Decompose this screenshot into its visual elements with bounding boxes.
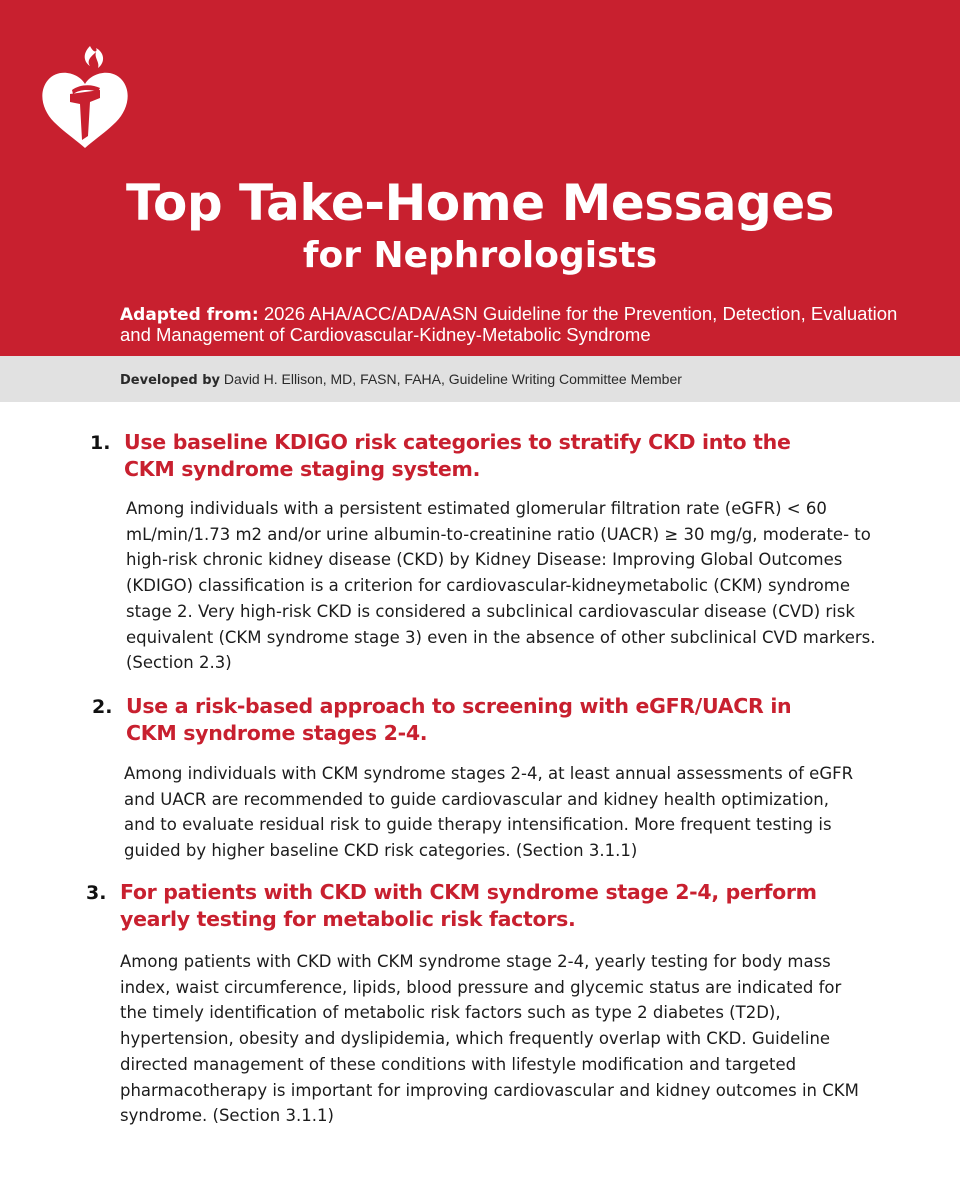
adapted-from-text: 2026 AHA/ACC/ADA/ASN Guideline for the Prevention, Detection, Evaluation and Management of Cardiovascular-Kidney-Metabolic Syndrome — [120, 303, 898, 345]
message-number: 2. — [92, 696, 113, 718]
page-title: Top Take-Home Messages — [126, 174, 834, 232]
message-number: 1. — [90, 432, 111, 454]
adapted-from-label: Adapted from: — [120, 305, 259, 325]
developer-label: Developed by — [120, 373, 221, 388]
page-subtitle: for Nephrologists — [302, 235, 658, 276]
developer-band — [0, 356, 960, 402]
developer-credit — [120, 371, 682, 388]
heart-torch-icon — [40, 44, 130, 152]
header-banner — [0, 0, 960, 356]
message-body: Among individuals with a persistent estimated glomerular filtration rate (eGFR) < 60 mL/min/1.73 m2 and/or urine albumin-to-creatinine ratio (UACR) ≥ 30 mg/g, moderate- to high-risk chronic kidney disease (CKD) by Kidney Disease: Improving Global Outcomes (KDIGO) classification is a criterion for cardiovascular-kidneymetabolic (CKM) syndrome stage 2. Very high-risk CKD is considered a subclinical cardiovascular disease (CVD) risk equivalent (CKM syndrome stage 3) even in the absence of other subclinical CVD markers. (Section 2.3) — [126, 499, 876, 673]
message-number: 3. — [86, 882, 107, 904]
message-heading: For patients with CKD with CKM syndrome stage 2-4, perform yearly testing for metabolic risk factors. — [120, 880, 817, 931]
message-body: Among patients with CKD with CKM syndrome stage 2-4, yearly testing for body mass index, waist circumference, lipids, blood pressure and glycemic status are indicated for the timely identification of metabolic risk factors such as type 2 diabetes (T2D), hypertension, obesity and dyslipidemia, which frequently overlap with CKD. Guideline directed management of these conditions with lifestyle modification and targeted pharmacotherapy is important for improving cardiovascular and kidney outcomes in CKM syndrome. (Section 3.1.1) — [120, 952, 859, 1126]
developer-text: David H. Ellison, MD, FASN, FAHA, Guideline Writing Committee Member — [223, 371, 682, 387]
message-heading: Use a risk-based approach to screening with eGFR/UACR in CKM syndrome stages 2-4. — [126, 694, 792, 745]
message-heading: Use baseline KDIGO risk categories to stratify CKD into the CKM syndrome staging system. — [124, 430, 791, 481]
message-body: Among individuals with CKM syndrome stages 2-4, at least annual assessments of eGFR and UACR are recommended to guide cardiovascular and kidney health optimization, and to evaluate residual risk to guide therapy intensification. More frequent testing is guided by higher baseline CKD risk categories. (Section 3.1.1) — [124, 764, 854, 861]
adapted-from — [120, 304, 920, 345]
